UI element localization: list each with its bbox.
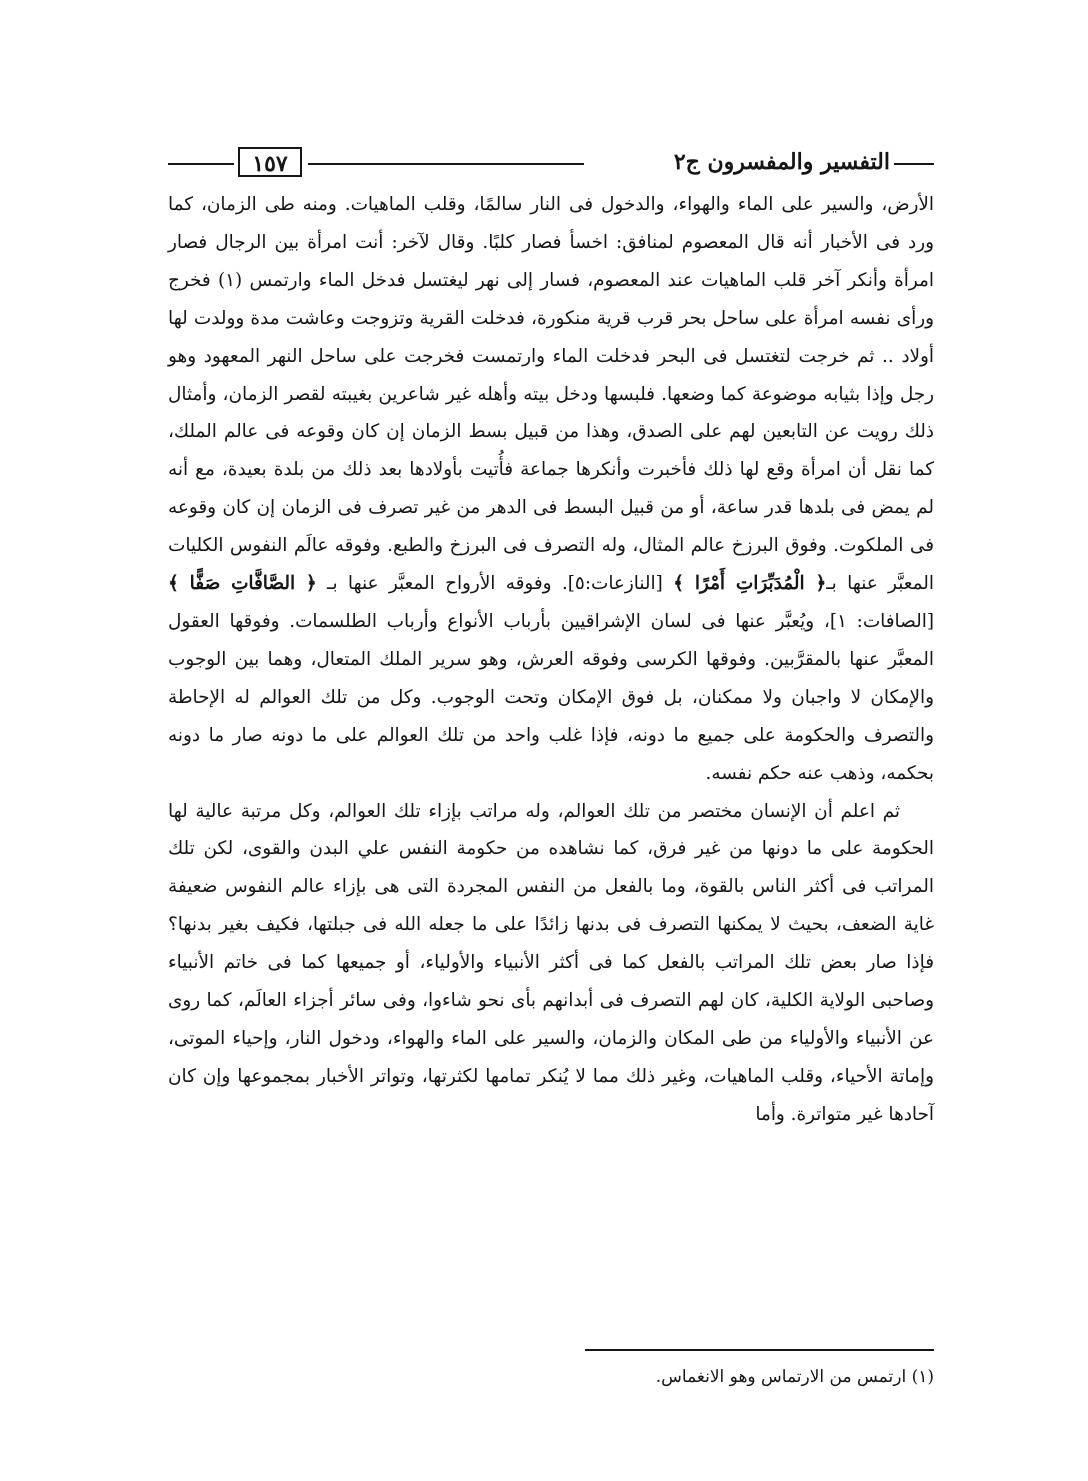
header-rule-left <box>168 163 234 165</box>
page-number: ١٥٧ <box>238 147 302 177</box>
paragraph-1 <box>168 186 934 793</box>
paragraph-1-text-b: [النازعات:٥]. وفوقه الأرواح المعبَّر عنها بـ <box>316 573 674 595</box>
footnote-1: (١) ارتمس من الارتماس وهو الانغماس. <box>655 1367 934 1387</box>
paragraph-1-text-c: [الصافات: ١]، ويُعبَّر عنها فى لسان الإشراقيين بأرباب الأنواع وأرباب الطلسمات. وفوقها العقول المعبَّر عنها بالمقرَّبين. وفوقها الكرسى وفوقه العرش، وهو سرير الملك المتعال، وهما بين الوجوب والإمكان لا واجبان ولا ممكنان، بل فوق الإمكان وتحت الوجوب. وكل من تلك العوالم له الإحاطة والتصرف والحكومة على جميع ما دونه، فإذا غلب واحد من تلك العوالم على ما دونه صار ما دونه بحكمه، وذهب عنه حكم نفسه. <box>168 610 934 784</box>
paragraph-2 <box>168 793 934 1134</box>
quran-quote-al-mudabbirat: ﴿ الْمُدَبِّرَاتِ أَمْرًا ﴾ <box>673 573 827 595</box>
running-header <box>168 145 934 181</box>
quran-quote-as-saffat: ﴿ الصَّافَّاتِ صَفًّا ﴾ <box>168 573 317 595</box>
paragraph-1-text-a: الأرض، والسير على الماء والهواء، والدخول فى النار سالمًا، وقلب الماهيات. ومنه طى الزمان، كما ورد فى الأخبار أنه قال المعصوم لمنافق: اخسأ فصار كلبًا. وقال لآخر: أنت امرأة بين الرجال فصار امرأة وأنكر آخر قلب الماهيات عند المعصوم، فسار إلى نهر ليغتسل فدخل الماء وارتمس (١) فخرج ورأى نفسه امرأة على ساحل بحر قرب قرية منكورة، فدخلت القرية وتزوجت وعاشت مدة وولدت لها أولاد .. ثم خرجت لتغتسل فى البحر فدخلت الماء وارتمست فخرجت على ساحل النهر المعهود وهو رجل وإذا بثيابه موضوعة كما وضعها. فلبسها ودخل بيته وأهله غير شاعرين بغيبته لقصر الزمان، وأمثال ذلك رويت عن التابعين لهم على الصدق، وهذا من قبيل بسط الزمان إن كان وقوعه فى عالم الملك، كما نقل أن امرأة وقع لها ذلك فأخبرت وأنكرها جماعة فأُتيت بأولادها بعد ذلك من بلدة بعيدة، مع أنه لم يمض فى بلدها قدر ساعة، أو من قبيل البسط فى الدهر من غير تصرف فى الزمان إن كان وقوعه فى الملكوت. وفوق البرزخ عالم المثال، وله التصرف فى البرزخ والطبع. وفوقه عالَم النفوس الكليات المعبَّر عنها بـ <box>168 194 934 595</box>
body-text <box>168 186 934 1134</box>
header-title: التفسير والمفسرون ج٢ <box>673 149 890 175</box>
header-rule-middle <box>308 163 584 165</box>
header-rule-right <box>894 163 934 165</box>
footnote-separator <box>585 1349 934 1351</box>
paragraph-2-text: ثم اعلم أن الإنسان مختصر من تلك العوالم، وله مراتب بإزاء تلك العوالم، وكل مرتبة عالية لها الحكومة على ما دونها من غير فرق، كما نشاهده من حكومة النفس علي البدن والقوى، لكن تلك المراتب فى أكثر الناس بالقوة، وما بالفعل من النفس المجردة التى هى بإزاء عالم النفوس ضعيفة غاية الضعف، بحيث لا يمكنها التصرف فى بدنها زائدًا على ما جعله الله فى جبلتها، فكيف بغير بدنها؟ فإذا صار بعض تلك المراتب بالفعل كما فى أكثر الأنبياء والأولياء، أو جميعها كما فى خاتم الأنبياء وصاحبى الولاية الكلية، كان لهم التصرف فى أبدانهم بأى نحو شاءوا، وفى سائر أجزاء العالَم، كما روى عن الأنبياء والأولياء من طى المكان والزمان، والسير على الماء والهواء، ودخول النار، وإحياء الموتى، وإماتة الأحياء، وقلب الماهيات، وغير ذلك مما لا يُنكر تمامها لكثرتها، وتواتر الأخبار بمجموعها وإن كان آحادها غير متواترة. وأما <box>168 800 934 1125</box>
